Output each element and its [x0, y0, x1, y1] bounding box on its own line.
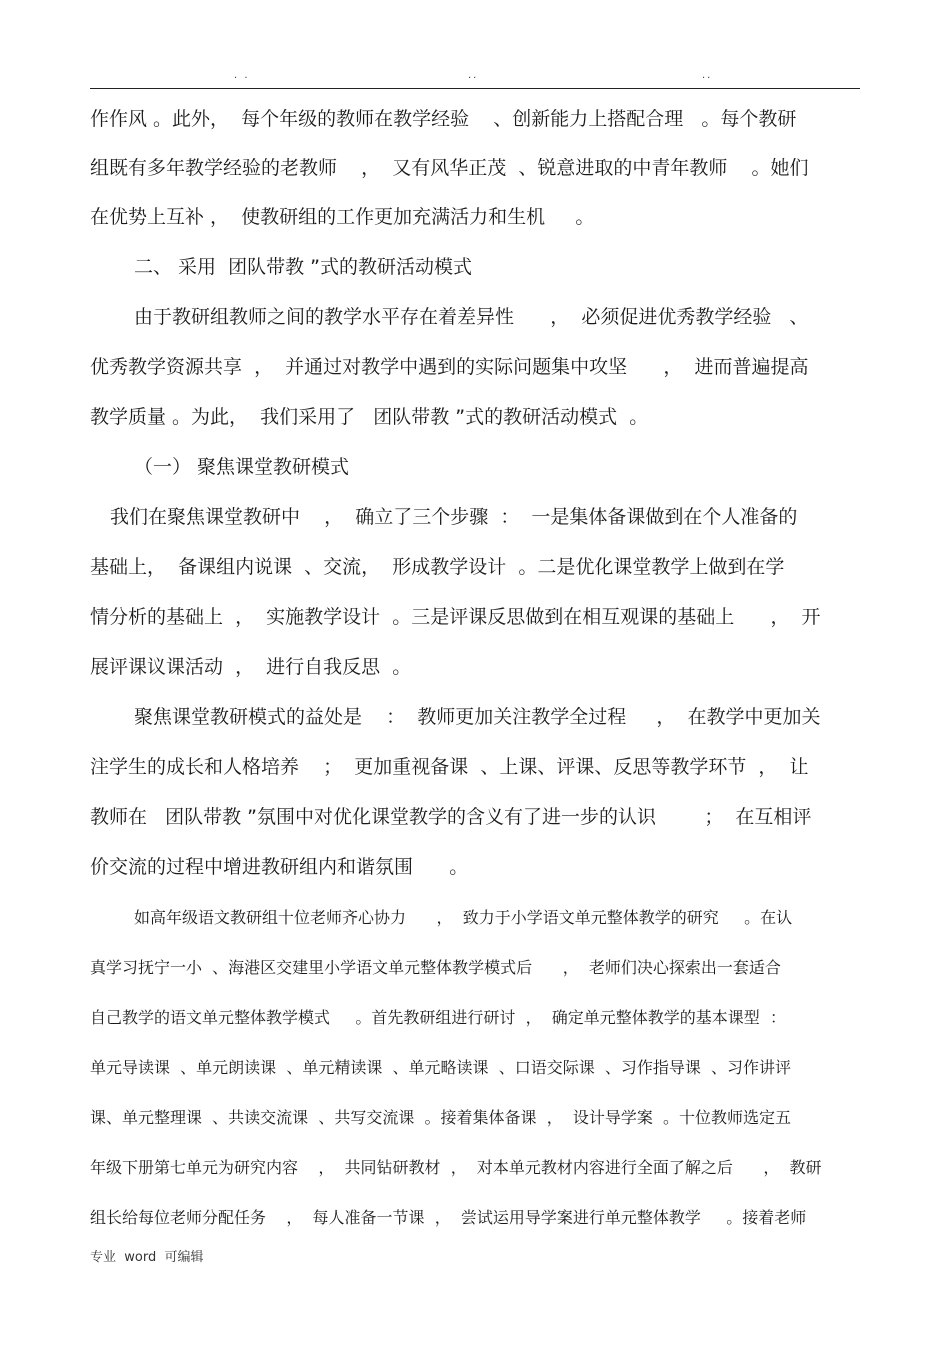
header-mark-1: · · [234, 73, 250, 84]
text-line: 单元导读课 、单元朗读课 、单元精读课 、单元略读课 、口语交际课 、习作指导课 、习作讲评 [90, 1058, 792, 1077]
text-line: 组长给每位老师分配任务 ， 每人准备一节课 ， 尝试运用导学案进行单元整体教学 。接着老师 [90, 1208, 807, 1227]
text-line: 自己教学的语文单元整体教学模式 。首先教研组进行研讨 ， 确定单元整体教学的基本课型 ： [90, 1008, 786, 1027]
text-line: 价交流的过程中增进教研组内和谐氛围 。 [90, 856, 469, 878]
text-line: 由于教研组教师之间的教学水平存在着差异性 ， 必须促进优秀教学经验 、 [134, 306, 809, 328]
text-line: 真学习抚宁一小 、海港区交建里小学语文单元整体教学模式后 ， 老师们决心探索出一套适合 [90, 958, 781, 977]
text-line: 情分析的基础上 ， 实施教学设计 。三是评课反思做到在相互观课的基础上 ， 开 [90, 606, 821, 628]
text-line: 年级下册第七单元为研究内容 ， 共同钻研教材 ， 对本单元教材内容进行全面了解之后 ， 教研 [90, 1158, 822, 1177]
text-line: 组既有多年教学经验的老教师 ， 又有风华正茂 、锐意进取的中青年教师 。她们 [90, 157, 809, 179]
text-line: 基础上， 备课组内说课 、交流， 形成教学设计 。二是优化课堂教学上做到在学 [90, 556, 785, 578]
text-line: 注学生的成长和人格培养 ； 更加重视备课 、上课、评课、反思等教学环节 ， 让 [90, 756, 809, 778]
text-line: 教师在 团队带教 ”氛围中对优化课堂教学的含义有了进一步的认识 ； 在互相评 [90, 806, 812, 828]
header-rule [90, 88, 860, 89]
text-line: 如高年级语文教研组十位老师齐心协力 ， 致力于小学语文单元整体教学的研究 。在认 [134, 908, 793, 927]
text-line: 作作风 。此外， 每个年级的教师在教学经验 、创新能力上搭配合理 。每个教研 [90, 108, 797, 130]
text-line: 教学质量 。为此， 我们采用了 团队带教 ”式的教研活动模式 。 [90, 406, 649, 428]
text-line: 聚焦课堂教研模式的益处是 ： 教师更加关注教学全过程 ， 在教学中更加关 [134, 706, 821, 728]
text-line: 二、 采用 团队带教 ”式的教研活动模式 [134, 256, 473, 278]
header-mark-3: ·· [702, 73, 713, 84]
header-mark-2: ·· [468, 73, 479, 84]
text-line: 课、单元整理课 、共读交流课 、共写交流课 。接着集体备课 ， 设计导学案 。十位教师选定五 [90, 1108, 792, 1127]
page-footer: 专业 word 可编辑 [90, 1250, 204, 1265]
text-line: 展评课议课活动 ， 进行自我反思 。 [90, 656, 412, 678]
text-line: 我们在聚焦课堂教研中 ， 确立了三个步骤 ： 一是集体备课做到在个人准备的 [110, 506, 798, 528]
text-line: 优秀教学资源共享 ， 并通过对教学中遇到的实际问题集中攻坚 ， 进而普遍提高 [90, 356, 809, 378]
text-line: 在优势上互补 ， 使教研组的工作更加充满活力和生机 。 [90, 206, 595, 228]
text-line: （一） 聚焦课堂教研模式 [134, 456, 350, 478]
